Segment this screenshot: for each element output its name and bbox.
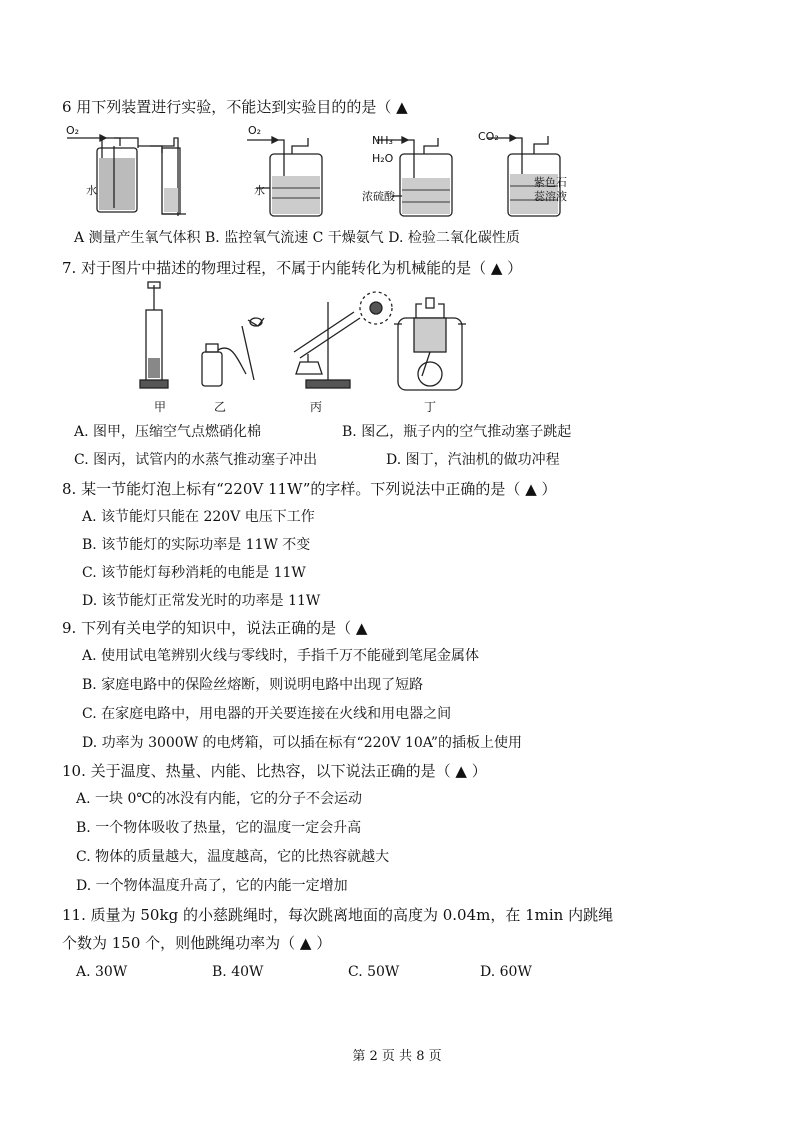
- q10-option-a: A. 一块 0℃的冰没有内能，它的分子不会运动: [76, 791, 363, 807]
- q6-a-liquid-label: 水: [86, 184, 97, 197]
- q6-a-gas-label: O₂: [66, 124, 80, 137]
- q9-option-c: C. 在家庭电路中，用电器的开关要连接在火线和用电器之间: [82, 706, 452, 722]
- q11-stem-line1: 11. 质量为 50kg 的小慈跳绳时，每次跳离地面的高度为 0.04m，在 1min 内跳绳: [62, 906, 614, 924]
- q6-c-gas-label-bottom: H₂O: [372, 152, 394, 165]
- q7-fig-label-jia: 甲: [154, 400, 167, 414]
- q6-d-liquid-label: 紫色石 蕊溶液: [534, 176, 567, 203]
- q9-option-b: B. 家庭电路中的保险丝熔断，则说明电路中出现了短路: [82, 677, 424, 693]
- q7-fig-label-yi: 乙: [214, 400, 227, 414]
- apparatus-b-flow-monitor: [247, 137, 322, 216]
- q9-stem: 9. 下列有关电学的知识中，说法正确的是（ ▲: [62, 619, 368, 637]
- page-number-footer: 第 2 页 共 8 页: [352, 1049, 442, 1064]
- q6-c-gas-label-top: NH₃: [372, 134, 393, 147]
- apparatus-a-gas-collection: [67, 135, 186, 216]
- apparatus-c-drying-bottle: [377, 137, 452, 216]
- q8-option-a: A. 该节能灯只能在 220V 电压下工作: [82, 509, 315, 525]
- q6-b-gas-label: O₂: [248, 124, 262, 137]
- fig-bing-test-tube: [294, 292, 392, 388]
- q6-b-liquid-label: 水: [254, 184, 265, 197]
- q6-apparatus-figure: [62, 118, 622, 228]
- q6-options: A 测量产生氧气体积 B. 监控氧气流速 C 干燥氨气 D. 检验二氧化碳性质: [74, 230, 520, 246]
- q8-stem: 8. 某一节能灯泡上标有“220V 11W”的字样。下列说法中正确的是（ ▲ ）: [62, 480, 557, 498]
- q9-option-d: D. 功率为 3000W 的电烤箱，可以插在标有“220V 10A”的插板上使用: [82, 735, 523, 751]
- q6-stem: 6 用下列装置进行实验，不能达到实验目的的是（ ▲: [62, 98, 408, 116]
- q8-option-d: D. 该节能灯正常发光时的功率是 11W: [82, 593, 321, 609]
- q7-option-a: A. 图甲，压缩空气点燃硝化棉: [74, 424, 262, 440]
- fig-yi-bottle-cork: [202, 318, 264, 386]
- q8-option-b: B. 该节能灯的实际功率是 11W 不变: [82, 537, 311, 553]
- q7-option-c: C. 图丙，试管内的水蒸气推动塞子冲出: [74, 452, 318, 468]
- fig-jia-air-compression: [140, 282, 168, 388]
- q9-option-a: A. 使用试电笔辨别火线与零线时，手指千万不能碰到笔尾金属体: [82, 648, 480, 664]
- q11-option-b: B. 40W: [212, 964, 264, 980]
- q7-fig-label-bing: 丙: [310, 400, 323, 414]
- q10-stem: 10. 关于温度、热量、内能、比热容，以下说法正确的是（ ▲ ）: [62, 762, 487, 780]
- q6-d-gas-label: CO₂: [478, 130, 499, 143]
- fig-ding-gasoline-engine: [394, 298, 466, 390]
- q11-stem-line2: 个数为 150 个，则他跳绳功率为（ ▲ ）: [62, 934, 332, 952]
- q7-process-figure: [130, 280, 480, 395]
- q10-option-b: B. 一个物体吸收了热量，它的温度一定会升高: [76, 820, 362, 836]
- q7-option-d: D. 图丁，汽油机的做功冲程: [386, 452, 560, 468]
- q10-option-c: C. 物体的质量越大，温度越高，它的比热容就越大: [76, 849, 390, 865]
- q11-option-a: A. 30W: [76, 964, 128, 980]
- q11-option-c: C. 50W: [348, 964, 400, 980]
- q7-stem: 7. 对于图片中描述的物理过程，不属于内能转化为机械能的是（ ▲ ）: [62, 259, 523, 277]
- q11-option-d: D. 60W: [480, 964, 532, 980]
- q7-fig-label-ding: 丁: [424, 400, 437, 414]
- q8-option-c: C. 该节能灯每秒消耗的电能是 11W: [82, 565, 306, 581]
- q10-option-d: D. 一个物体温度升高了，它的内能一定增加: [76, 878, 348, 894]
- q6-c-liquid-label: 浓硫酸: [362, 190, 395, 203]
- q7-option-b: B. 图乙，瓶子内的空气推动塞子跳起: [342, 424, 572, 440]
